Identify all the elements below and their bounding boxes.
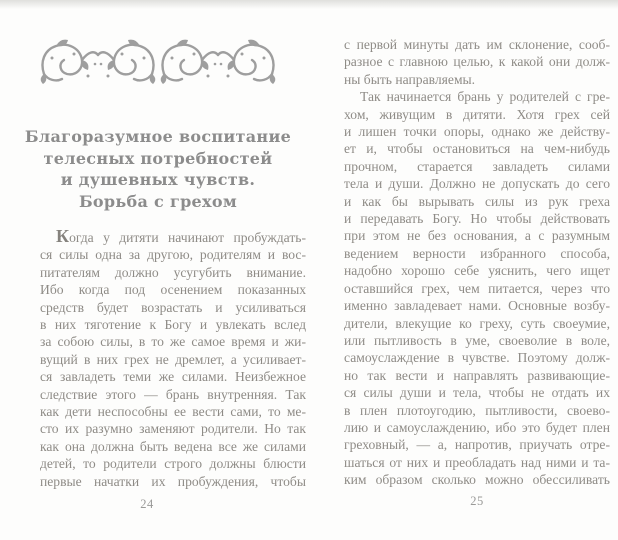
text-line: ся силы души и тела, чтобы не отдать их	[344, 385, 610, 401]
text-line: оставшийся грех, чем питается, через что	[344, 280, 610, 296]
text-line: хом, живущим в дитяти. Хотя грех сей	[344, 106, 610, 122]
text-line: но так вести и направлять развивающие-	[344, 367, 610, 383]
text-line: и передавать Богу. Но чтобы действовать	[344, 211, 610, 227]
text-line: самоуслаждение в чувстве. Поэтому долж-	[344, 350, 610, 366]
text-line: Ибо когда под осенением показанных	[40, 282, 306, 298]
text-line: первые начатки их пробуждения, чтобы	[40, 473, 306, 489]
right-page-number: 25	[470, 494, 484, 508]
floral-band-icon	[38, 36, 278, 88]
left-page-body	[40, 228, 306, 490]
text-line: Когда у дитяти начинают пробуждать-	[56, 226, 306, 246]
title-line: Борьба с грехом	[78, 191, 238, 211]
text-line: ким образом сколько можно обессиливать	[344, 472, 610, 488]
left-page-number: 24	[140, 497, 154, 511]
chapter-title	[24, 126, 292, 212]
text-line: тела и души. Должно не допускать до сего	[344, 176, 610, 192]
text-line: надобно хорошо себе уяснить, чего ищет	[344, 263, 610, 279]
text-line: шаться от них и преобладать над ними и та-	[344, 454, 610, 470]
text-line: питателям должно усугубить внимание.	[40, 264, 306, 280]
text-line: следствие этого — брань внутренняя. Так	[40, 386, 306, 402]
text-line: греховный, — а, напротив, приучать отре-	[344, 437, 610, 453]
text-line: средств будет возрастать и усиливаться	[40, 299, 306, 315]
text-line: ся завладеть теми же силами. Неизбежное	[40, 369, 306, 385]
text-line: именно завладевает нами. Основные возбу-	[344, 298, 610, 314]
text-line: ны быть направляемы.	[344, 71, 476, 87]
text-line: прочном, старается завладеть силами	[344, 158, 610, 174]
text-line: детей, то родители строго должны блюсти	[40, 456, 306, 472]
title-line: телесных потребностей	[43, 148, 273, 168]
text-line: и как бы вырывать силы из рук греха	[344, 193, 610, 209]
title-line: и душевных чувств.	[60, 170, 256, 189]
page-right	[318, 0, 618, 540]
text-line: дители, влекущие ко греху, суть своеумие,	[344, 315, 610, 331]
text-line: лию и самоуслаждению, ибо это будет плен	[344, 419, 610, 435]
text-line: с первой минуты дать им склонение, сооб-	[344, 37, 610, 52]
text-line: в них тяготение к Богу и увлекать вслед	[40, 317, 306, 333]
text-line: или пытливость в уме, своеволие в воле,	[344, 332, 610, 348]
text-line: при этом не без основания, а с разумным	[344, 228, 610, 244]
drop-cap: К	[56, 226, 70, 246]
text-line: за собою силы, в то же самое время и жи-	[40, 334, 306, 350]
text-line: в плен плотоугодию, пытливости, своево-	[344, 402, 610, 418]
text-line: как дети неспособны ее вести сами, то ме-	[40, 404, 306, 420]
right-page-body	[344, 36, 610, 489]
text-line: как она должна быть ведена все же силами	[40, 438, 306, 454]
text-line: Так начинается брань у родителей с гре-	[360, 89, 610, 105]
text-line: ся силы одна за другою, родителям и вос-	[40, 247, 306, 263]
text-line: ведением верности избранного способа,	[344, 245, 610, 261]
text-line: ет и, чтобы остановиться на чем-нибудь	[344, 141, 610, 157]
text-line: разное с главною целью, к какой они долж-	[344, 54, 610, 70]
text-line: сто их разумно заменяют родители. Но так	[40, 421, 306, 437]
text-line: вущий в них грех не дремлет, а усиливает-	[40, 351, 306, 367]
title-line: Благоразумное воспитание	[24, 127, 292, 146]
text-line: и лишен точки опоры, однако же действу-	[344, 124, 610, 140]
